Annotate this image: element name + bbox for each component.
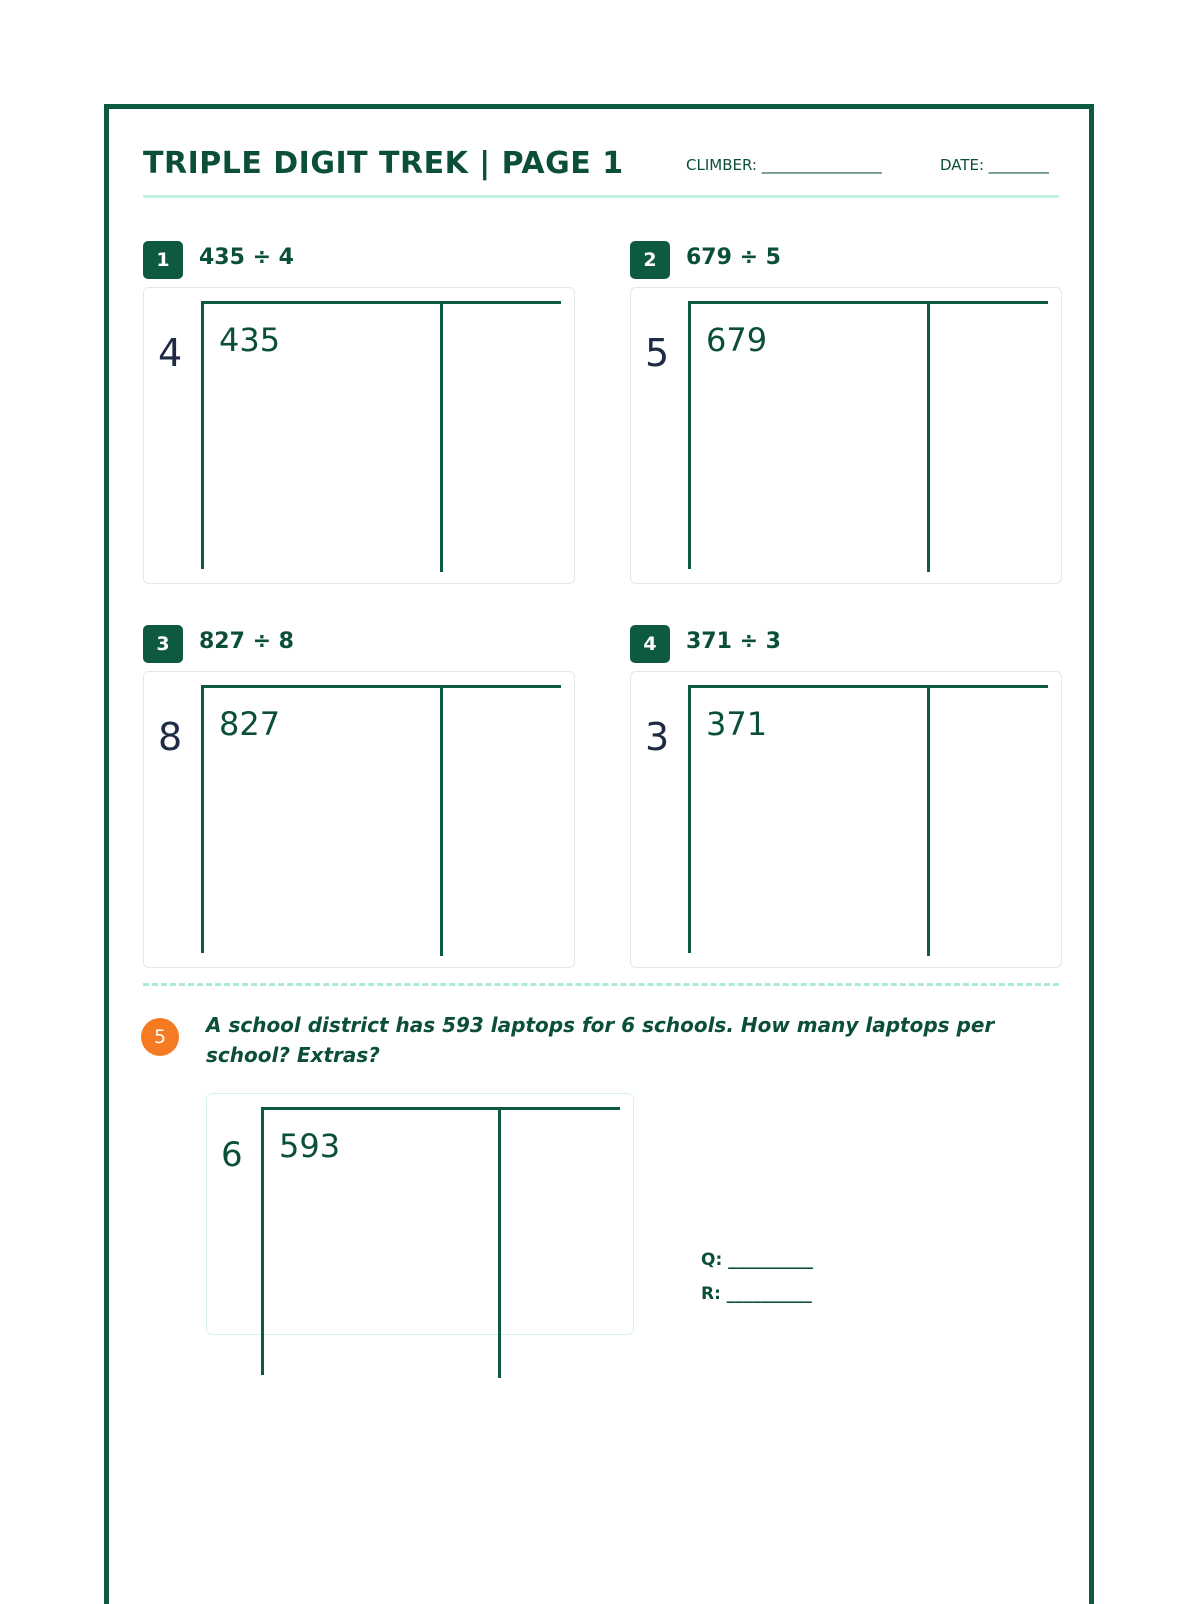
problem-4-division-bar: [689, 685, 1048, 688]
problem-4-work-area: [630, 671, 1062, 968]
problem-1-label: 435 ÷ 4: [199, 245, 294, 270]
problem-5-work-area: [206, 1093, 634, 1335]
problem-5-badge: 5: [141, 1018, 179, 1056]
page-title: TRIPLE DIGIT TREK | PAGE 1: [143, 146, 624, 181]
problem-3-column-line: [440, 685, 443, 956]
problem-4-division-bracket: [688, 685, 691, 953]
problem-3-badge: 3: [143, 625, 183, 663]
problem-4-label: 371 ÷ 3: [686, 629, 781, 654]
problem-2-division-bar: [689, 301, 1048, 304]
problem-5-column-line: [498, 1107, 501, 1378]
problem-3-label: 827 ÷ 8: [199, 629, 294, 654]
date-field: DATE: ________: [940, 156, 1049, 174]
problem-1-badge: 1: [143, 241, 183, 279]
problem-3-division-bar: [202, 685, 561, 688]
problem-1-division-bracket: [201, 301, 204, 569]
problem-1-division-bar: [202, 301, 561, 304]
problem-4-divisor: 3: [645, 715, 670, 759]
problem-5-division-bar: [262, 1107, 620, 1110]
problem-5-division-bracket: [261, 1107, 264, 1375]
problem-3-dividend: 827: [219, 705, 281, 743]
header-rule: [143, 195, 1059, 198]
problem-5-divisor: 6: [221, 1135, 243, 1175]
problem-2-work-area: [630, 287, 1062, 584]
problem-4-column-line: [927, 685, 930, 956]
word-problem-text: A school district has 593 laptops for 6 schools. How many laptops per school? Extras?: [206, 1013, 995, 1067]
problem-2-column-line: [927, 301, 930, 572]
problem-2-divisor: 5: [645, 331, 670, 375]
problem-2-label: 679 ÷ 5: [686, 245, 781, 270]
problem-1-divisor: 4: [158, 331, 183, 375]
problem-2-dividend: 679: [706, 321, 768, 359]
problem-1-work-area: [143, 287, 575, 584]
problem-3-divisor: 8: [158, 715, 183, 759]
problem-3-work-area: [143, 671, 575, 968]
problem-5-dividend: 593: [279, 1127, 341, 1165]
climber-field: CLIMBER: ________________: [686, 156, 882, 174]
problem-4-dividend: 371: [706, 705, 768, 743]
problem-1-column-line: [440, 301, 443, 572]
problem-2-division-bracket: [688, 301, 691, 569]
problem-1-dividend: 435: [219, 321, 281, 359]
quotient-field: Q: __________: [701, 1250, 814, 1270]
problem-4-badge: 4: [630, 625, 670, 663]
section-divider: [143, 983, 1059, 986]
problem-3-division-bracket: [201, 685, 204, 953]
problem-2-badge: 2: [630, 241, 670, 279]
remainder-field: R: __________: [701, 1284, 812, 1304]
